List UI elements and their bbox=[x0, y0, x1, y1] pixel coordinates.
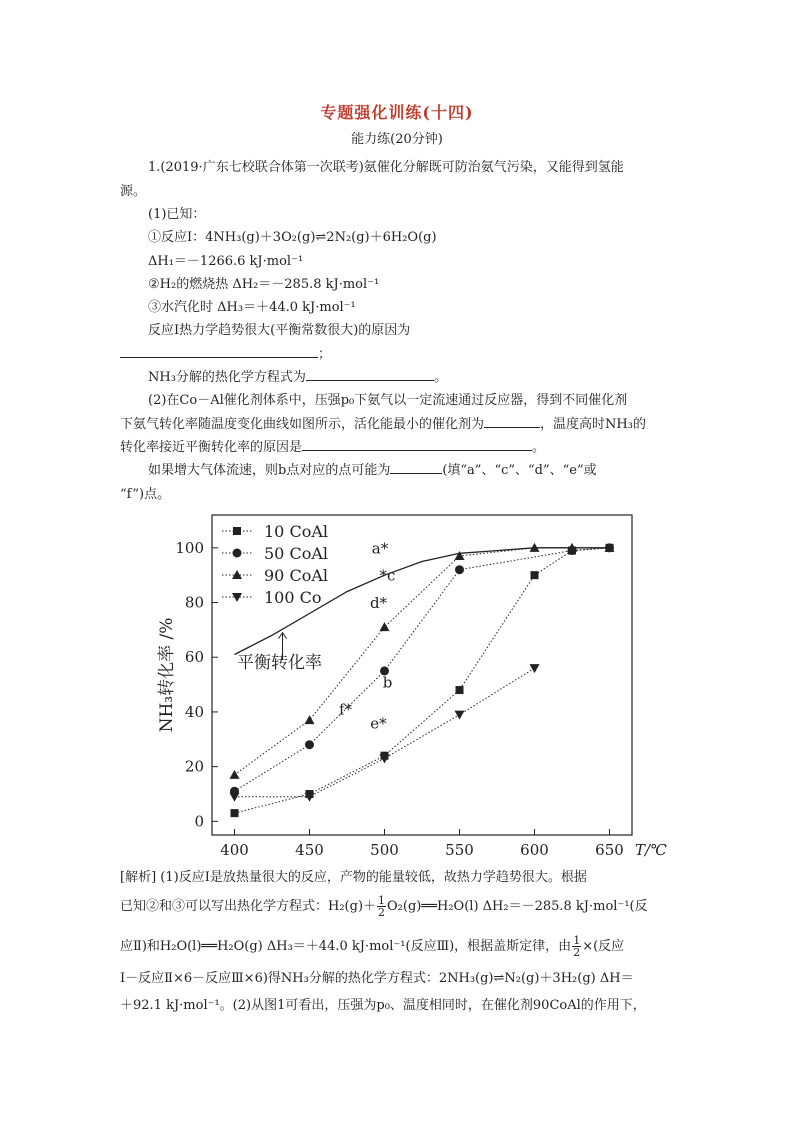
question-text: 1.(2019·广东七校联合体第一次联考)氨催化分解既可防治氨气污染，又能得到氢能 bbox=[148, 160, 624, 175]
enthalpy-value: ②H₂的燃烧热 ΔH₂＝－285.8 kJ·mol⁻¹ bbox=[148, 277, 380, 292]
answer-blank[interactable] bbox=[306, 366, 434, 381]
punctuation: 。 bbox=[532, 440, 546, 455]
answer-blank[interactable] bbox=[302, 436, 532, 451]
enthalpy-value: ΔH₁＝－1266.6 kJ·mol⁻¹ bbox=[148, 254, 304, 269]
question-text: (填“a”、“c”、“d”、“e”或 bbox=[442, 463, 597, 478]
annotation-point-d: d* bbox=[369, 593, 388, 612]
legend-label: 10 CoAl bbox=[264, 522, 328, 541]
legend-label: 50 CoAl bbox=[264, 544, 328, 563]
question-text: (2)在Co－Al催化剂体系中，压强p₀下氨气以一定流速通过反应器，得到不同催化剂 bbox=[148, 393, 628, 408]
question-text: 转化率接近平衡转化率的原因是 bbox=[120, 440, 303, 455]
legend-marker bbox=[233, 549, 242, 558]
question-text bbox=[148, 459, 597, 478]
question-text: 源。 bbox=[120, 184, 147, 199]
punctuation: 。 bbox=[433, 370, 447, 385]
question-text: 如果增大气体流速，则b点对应的点可能为 bbox=[148, 463, 391, 478]
fraction-denominator: 2 bbox=[378, 906, 386, 919]
analysis-text: Ⅰ－反应Ⅱ×6－反应Ⅲ×6)得NH₃分解的热化学方程式：2NH₃(g)⇌N₂(g)＋3H₂(g) ΔH＝ bbox=[120, 971, 634, 986]
annotation-point-f: f* bbox=[338, 700, 353, 719]
equilibrium-label: 平衡转化率 bbox=[237, 653, 322, 674]
question-text bbox=[120, 436, 545, 455]
section-subtitle: 能力练(20分钟) bbox=[351, 132, 443, 147]
data-point bbox=[305, 715, 315, 724]
legend-marker bbox=[233, 527, 241, 535]
analysis-text bbox=[120, 935, 624, 958]
question-text: NH₃分解的热化学方程式为 bbox=[148, 370, 306, 385]
question-text: “f”)点。 bbox=[120, 487, 171, 502]
fraction-half bbox=[377, 895, 386, 918]
legend-label: 100 Co bbox=[264, 588, 322, 607]
data-point bbox=[455, 565, 464, 574]
fraction-denominator: 2 bbox=[573, 946, 581, 959]
y-tick-label: 0 bbox=[194, 812, 204, 831]
annotation-point-c: *c bbox=[379, 566, 396, 585]
data-point bbox=[230, 793, 240, 802]
answer-blank[interactable] bbox=[390, 459, 442, 474]
data-point bbox=[456, 686, 464, 694]
question-text: 下氨气转化率随温度变化曲线如图所示，活化能最小的催化剂为 bbox=[120, 417, 485, 432]
question-text: (1)已知： bbox=[148, 207, 206, 222]
question-text: 反应Ⅰ热力学趋势很大(平衡常数很大)的原因为 bbox=[148, 323, 411, 338]
analysis-text: 应Ⅱ)和H₂O(l)══H₂O(g) ΔH₃＝＋44.0 kJ·mol⁻¹(反应Ⅲ)，根据盖斯定律，由 bbox=[120, 939, 572, 954]
y-tick-label: 20 bbox=[184, 757, 204, 776]
x-tick-label: 550 bbox=[445, 841, 474, 859]
answer-blank[interactable] bbox=[484, 413, 540, 428]
annotation-point-b: b bbox=[382, 673, 393, 692]
answer-blank[interactable] bbox=[120, 343, 318, 358]
y-tick-label: 100 bbox=[175, 538, 204, 557]
y-tick-label: 80 bbox=[184, 593, 204, 612]
analysis-text: ＋92.1 kJ·mol⁻¹。(2)从图1可看出，压强为p₀、温度相同时，在催化剂90CoAl的作用下， bbox=[120, 998, 646, 1013]
answer-line bbox=[120, 343, 331, 362]
annotation-point-a: a* bbox=[371, 539, 389, 558]
x-tick-label: 400 bbox=[220, 841, 249, 859]
question-text bbox=[148, 366, 447, 385]
x-tick-label: 650 bbox=[595, 841, 624, 859]
data-point bbox=[531, 571, 539, 579]
analysis-text: [解析] (1)反应Ⅰ是放热量很大的反应，产物的能量较低，故热力学趋势很大。根据 bbox=[120, 870, 587, 885]
data-point bbox=[305, 740, 314, 749]
page-title: 专题强化训练(十四) bbox=[320, 103, 474, 122]
data-point bbox=[231, 809, 239, 817]
legend-label: 90 CoAl bbox=[264, 566, 328, 585]
y-tick-label: 40 bbox=[184, 702, 204, 721]
punctuation: ； bbox=[318, 347, 332, 362]
plot-frame bbox=[212, 515, 632, 835]
conversion-chart bbox=[150, 505, 700, 860]
question-text bbox=[120, 413, 646, 432]
x-axis-label: T/℃ bbox=[635, 841, 667, 859]
annotation-point-e: e* bbox=[370, 714, 387, 733]
data-point bbox=[455, 711, 465, 720]
x-tick-label: 450 bbox=[295, 841, 324, 859]
analysis-text: O₂(g)══H₂O(l) ΔH₂＝－285.8 kJ·mol⁻¹(反 bbox=[387, 899, 648, 914]
data-point bbox=[530, 664, 540, 673]
analysis-text: ×(反应 bbox=[582, 939, 625, 954]
data-point bbox=[230, 770, 240, 779]
x-tick-label: 500 bbox=[370, 841, 399, 859]
analysis-text: 已知②和③可以写出热化学方程式：H₂(g)＋ bbox=[120, 899, 377, 914]
enthalpy-value: ③水汽化时 ΔH₃＝＋44.0 kJ·mol⁻¹ bbox=[148, 300, 356, 315]
fraction-half bbox=[572, 935, 581, 958]
x-tick-label: 600 bbox=[520, 841, 549, 859]
fraction-numerator: 1 bbox=[573, 934, 581, 947]
reaction-equation: ①反应Ⅰ：4NH₃(g)＋3O₂(g)⇌2N₂(g)＋6H₂O(g) bbox=[148, 230, 437, 245]
question-text: ，温度高时NH₃的 bbox=[540, 417, 646, 432]
y-axis-label: NH₃转化率 /% bbox=[157, 617, 177, 733]
fraction-numerator: 1 bbox=[378, 894, 386, 907]
analysis-text bbox=[120, 895, 648, 918]
y-tick-label: 60 bbox=[184, 648, 204, 667]
